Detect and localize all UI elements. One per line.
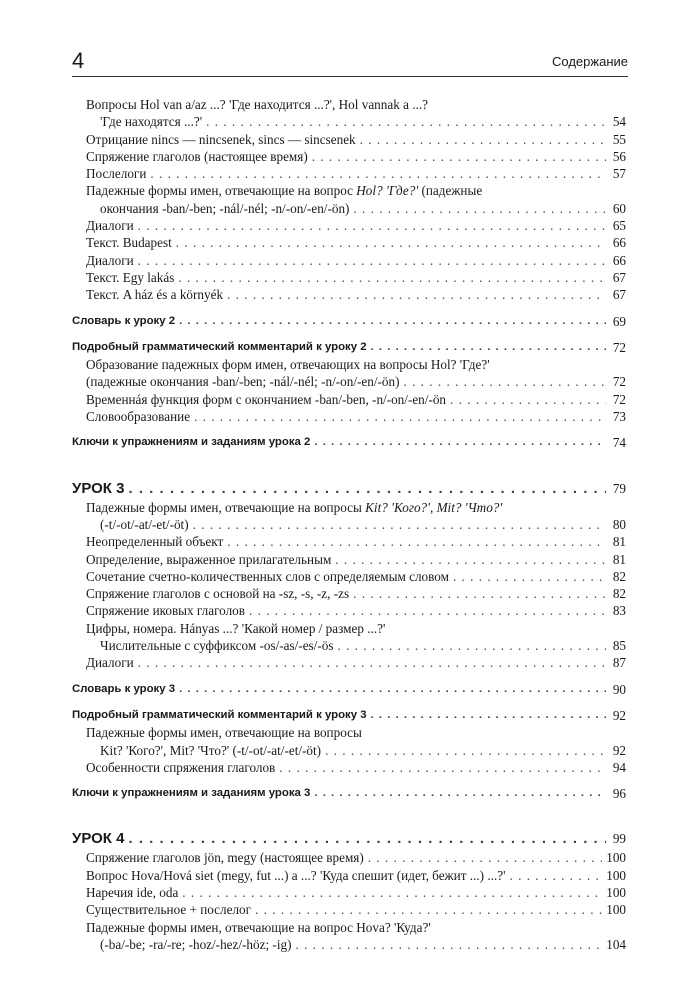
page-ref: 92 [612, 742, 626, 758]
toc-lesson[interactable]: УРОК 4 . . . 99 [72, 829, 626, 849]
table-of-contents [72, 96, 626, 953]
toc-lesson[interactable]: УРОК 3 . . . 79 [72, 479, 626, 499]
toc-entry[interactable]: Спряжение глаголов с основой на -sz, -s, -z, -zs . . . 82 [72, 585, 626, 602]
toc-entry-line: Падежные формы имен, отвечающие на вопросы [86, 725, 362, 741]
toc-section[interactable]: Подробный грамматический комментарий к уроку 3 . . . 92 [72, 707, 626, 724]
page-ref: 82 [612, 568, 626, 584]
page-ref: 56 [612, 148, 626, 164]
toc-entry[interactable]: Диалоги . . . 87 [72, 654, 626, 671]
toc-section[interactable]: Ключи к упражнениям и заданиям урока 3 . . . 96 [72, 785, 626, 802]
page-ref: 85 [612, 638, 626, 654]
toc-section[interactable]: Словарь к уроку 2 . . . 69 [72, 313, 626, 330]
toc-entry[interactable]: окончания -ban/-ben; -nál/-nél; -n/-on/-en/-ön) . . . 60 [72, 200, 626, 217]
toc-section[interactable]: Ключи к упражнениям и заданиям урока 2 . . . 74 [72, 434, 626, 451]
toc-entry-line: Цифры, номера. Hányas ...? 'Какой номер / размер ...?' [86, 620, 386, 636]
page-ref: 72 [612, 391, 626, 407]
page-ref: 54 [612, 114, 626, 130]
page-ref: 67 [612, 269, 626, 285]
toc-entry-line: Вопросы Hol van a/az ...? 'Где находится ...?', Hol vannak a ...? [86, 97, 429, 112]
toc-entry[interactable]: (падежные окончания -ban/-ben; -nál/-nél; -n/-on/-en/-ön) . . . 72 [72, 373, 626, 390]
page-ref: 67 [612, 287, 626, 303]
page-number: 4 [72, 48, 85, 73]
toc-entry[interactable]: Текст. Egy lakás . . . 67 [72, 269, 626, 286]
toc-entry-line: Падежные формы имен, отвечающие на вопросы Kit? 'Кого?', Mit? 'Что?' [86, 499, 503, 515]
toc-entry[interactable]: Словообразование . . . 73 [72, 408, 626, 425]
page-ref: 66 [612, 252, 626, 268]
toc-entry[interactable]: Спряжение иковых глаголов . . . 83 [72, 602, 626, 619]
page-ref: 104 [606, 936, 626, 952]
page-ref: 80 [612, 516, 626, 532]
toc-entry[interactable]: Существительное + послелог . . . 100 [72, 901, 626, 918]
page-ref: 57 [612, 166, 626, 182]
page-ref: 81 [612, 534, 626, 550]
toc-entry-line: Падежные формы имен, отвечающие на вопрос Hova? 'Куда?' [86, 919, 431, 935]
toc-entry[interactable]: Диалоги . . . 66 [72, 252, 626, 269]
toc-entry[interactable]: Kit? 'Кого?', Mit? 'Что?' (-t/-ot/-at/-et/-öt) . . . 92 [72, 742, 626, 759]
toc-entry[interactable]: Текст. A ház és a környék . . . 67 [72, 286, 626, 303]
toc-entry[interactable]: Спряжение глаголов (настоящее время) . . . 56 [72, 148, 626, 165]
page-ref: 100 [606, 850, 626, 866]
page-header [72, 44, 628, 77]
toc-entry[interactable]: Сочетание счетно-количественных слов с определяемым словом . . . 82 [72, 568, 626, 585]
toc-entry[interactable]: 'Где находятся ...?' . . . 54 [72, 113, 626, 130]
page-ref: 79 [612, 480, 626, 496]
toc-entry[interactable]: Вопрос Hova/Hová siet (megy, fut ...) a ...? 'Куда спешит (идет, бежит ...) ...?' . . . 100 [72, 867, 626, 884]
page-ref: 99 [612, 831, 626, 847]
page-ref: 55 [612, 131, 626, 147]
page-ref: 83 [612, 603, 626, 619]
toc-entry[interactable]: (-t/-ot/-at/-et/-öt) . . . 80 [72, 516, 626, 533]
page-ref: 60 [612, 200, 626, 216]
toc-entry[interactable]: Диалоги . . . 65 [72, 217, 626, 234]
toc-entry[interactable]: Послелоги . . . 57 [72, 165, 626, 182]
page-ref: 82 [612, 586, 626, 602]
toc-entry[interactable]: Числительные с суффиксом -os/-as/-es/-ös . . . 85 [72, 637, 626, 654]
page-ref: 65 [612, 218, 626, 234]
toc-entry-line: Образование падежных форм имен, отвечающих на вопросы Hol? 'Где?' [86, 357, 490, 373]
page-ref: 69 [612, 313, 626, 329]
page-ref: 100 [606, 902, 626, 918]
toc-entry[interactable]: Текст. Budapest . . . 66 [72, 234, 626, 251]
toc-entry[interactable]: Отрицание nincs — nincsenek, sincs — sincsenek . . . 55 [72, 131, 626, 148]
toc-entry[interactable]: Спряжение глаголов jön, megy (настоящее время) . . . 100 [72, 849, 626, 866]
page-ref: 73 [612, 409, 626, 425]
toc-entry[interactable]: Особенности спряжения глаголов . . . 94 [72, 759, 626, 776]
page-ref: 72 [612, 374, 626, 390]
page-ref: 90 [612, 681, 626, 697]
page-ref: 100 [606, 867, 626, 883]
page-ref: 87 [612, 655, 626, 671]
toc-entry[interactable]: Неопределенный объект . . . 81 [72, 533, 626, 550]
running-title: Содержание [552, 54, 628, 69]
page-ref: 72 [612, 339, 626, 355]
page-ref: 94 [612, 759, 626, 775]
page-ref: 100 [606, 884, 626, 900]
toc-entry[interactable]: (-ba/-be; -ra/-re; -hoz/-hez/-höz; -ig) . . . 104 [72, 936, 626, 953]
toc-entry[interactable]: Наречия ide, oda . . . 100 [72, 884, 626, 901]
toc-section[interactable]: Подробный грамматический комментарий к уроку 2 . . . 72 [72, 339, 626, 356]
toc-entry-line: Падежные формы имен, отвечающие на вопрос Hol? 'Где?' (падежные [86, 183, 483, 199]
page-ref: 66 [612, 235, 626, 251]
page-ref: 81 [612, 551, 626, 567]
page-ref: 74 [612, 435, 626, 451]
page-ref: 96 [612, 786, 626, 802]
toc-section[interactable]: Словарь к уроку 3 . . . 90 [72, 681, 626, 698]
toc-entry[interactable]: Временнáя функция форм с окончанием -ban/-ben, -n/-on/-en/-ön . . . 72 [72, 391, 626, 408]
page-ref: 92 [612, 707, 626, 723]
toc-entry[interactable]: Определение, выраженное прилагательным . . . 81 [72, 551, 626, 568]
